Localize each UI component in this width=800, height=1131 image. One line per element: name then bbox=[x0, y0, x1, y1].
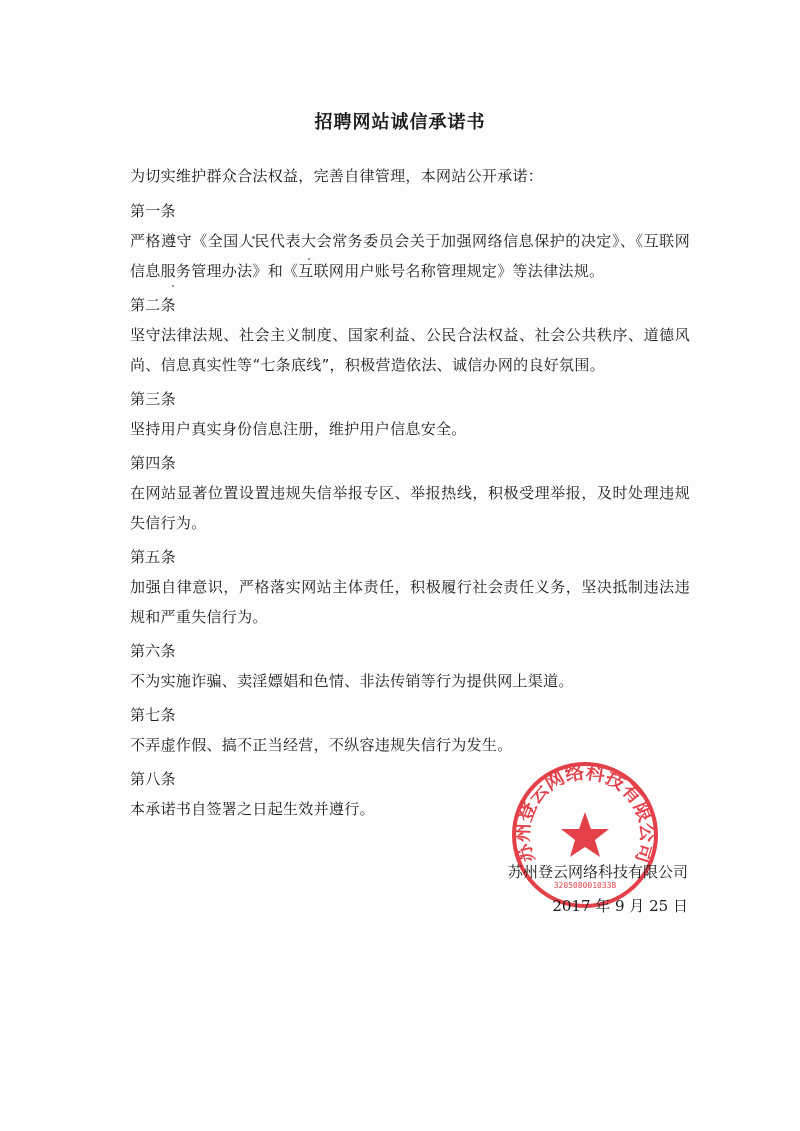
article-body: 不弄虚作假、搞不正当经营，不纵容违规失信行为发生。 bbox=[130, 736, 513, 754]
article-body: 在网站显著位置设置违规失信举报专区、举报热线，积极受理举报，及时处理违规失信行为。 bbox=[130, 484, 690, 532]
article-body: 加强自律意识，严格落实网站主体责任，积极履行社会责任义务，坚决抵制违法违规和严重失信行为。 bbox=[130, 578, 690, 626]
article-heading: 第五条 bbox=[130, 548, 176, 566]
article-body: 坚持用户真实身份信息注册，维护用户信息安全。 bbox=[130, 420, 467, 438]
article-heading: 第四条 bbox=[130, 454, 176, 472]
article-heading: 第七条 bbox=[130, 706, 176, 724]
article-heading: 第八条 bbox=[130, 770, 176, 788]
document-title: 招聘网站诚信承诺书 bbox=[314, 112, 486, 133]
article-heading: 第一条 bbox=[130, 202, 176, 220]
signature-block bbox=[508, 855, 688, 923]
article-body: 严格遵守《全国人民代表大会常务委员会关于加强网络信息保护的决定》、《互联网信息服务管理办法》和《互联网用户账号名称管理规定》等法律法规。 bbox=[130, 232, 690, 280]
signature-date: 2017 年 9 月 25 日 bbox=[552, 897, 688, 915]
seal-arc-text: 苏州登云网络科技有限公司 bbox=[511, 761, 659, 866]
article-body: 本承诺书自签署之日起生效并遵行。 bbox=[130, 800, 375, 818]
article-heading: 第二条 bbox=[130, 296, 176, 314]
article-heading: 第六条 bbox=[130, 642, 176, 660]
seal-number: 3205080010338 bbox=[553, 881, 617, 890]
seal-star-icon bbox=[561, 812, 609, 857]
article-heading: 第三条 bbox=[130, 390, 176, 408]
intro-paragraph: 为切实维护群众合法权益，完善自律管理，本网站公开承诺： bbox=[130, 167, 544, 185]
articles-list bbox=[130, 196, 690, 828]
signature-company: 苏州登云网络科技有限公司 bbox=[507, 863, 688, 881]
article-body: 不为实施诈骗、卖淫嫖娼和色情、非法传销等行为提供网上渠道。 bbox=[130, 672, 574, 690]
article-body: 坚守法律法规、社会主义制度、国家利益、公民合法权益、社会公共秩序、道德风尚、信息真实性等“七条底线”，积极营造依法、诚信办网的良好氛围。 bbox=[130, 326, 690, 374]
